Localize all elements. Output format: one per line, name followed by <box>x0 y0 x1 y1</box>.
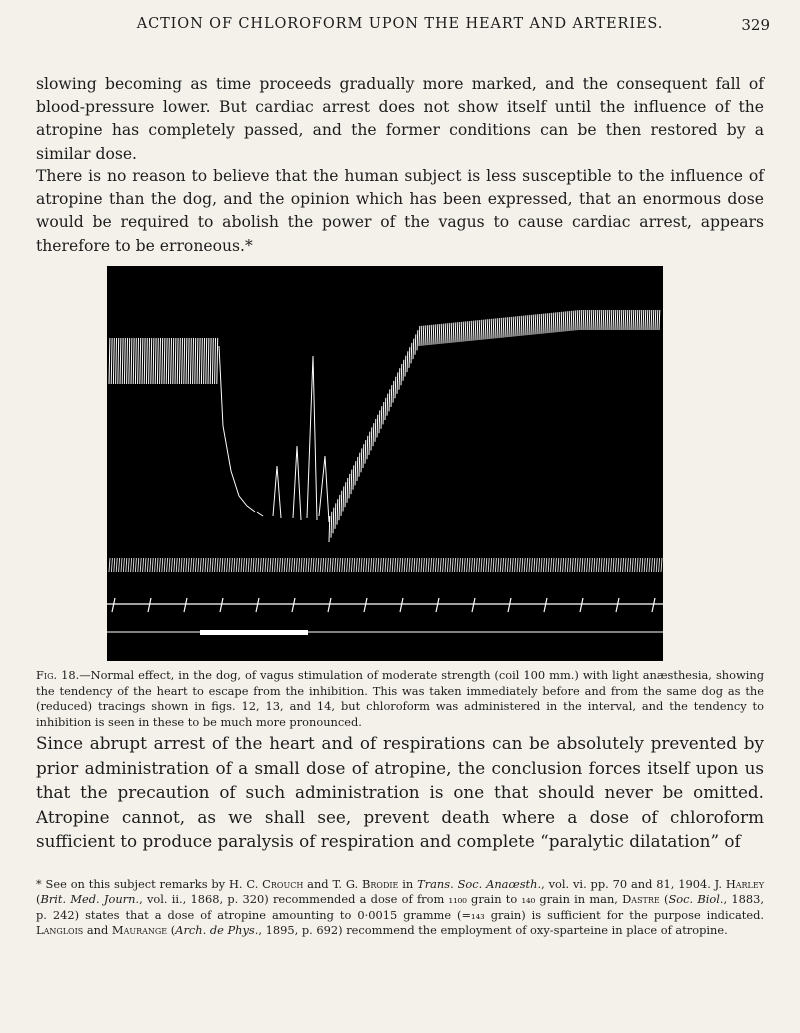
running-head <box>0 16 800 40</box>
figure-caption-text: —Normal effect, in the dog, of vagus stimulation of moderate strength (coil 100 mm.) with light anæsthesia, showing the tendency of the heart to escape from the inhibition. This was taken immediately before and from the same dog as the (reduced) tracings shown in figs. 12, 13, and 14, but chloroform was administered in the interval, and the tendency to inhibition is seen in these to be much more pronounced. <box>36 668 765 729</box>
figure-label: Fig. 18. <box>36 668 80 682</box>
kymograph-tracing-figure <box>107 266 663 661</box>
footnote-text: ( <box>36 892 41 907</box>
footnote-text: , 1895, p. 692) recommend the employment of oxy-sparteine in place of atropine. <box>258 923 728 938</box>
footnote-journal: Soc. Biol. <box>668 892 724 907</box>
paragraph-3: Since abrupt arrest of the heart and of respirations can be absolutely prevented by prior administration of a small dose of atropine, the conclusion forces itself upon us that the precaution of such administration is one that should never be omitted. Atropine cannot, as we shall see, prevent death where a dose of chloroform sufficient to produce paralysis of respiration and complete “paralytic dilatation” of <box>36 733 764 852</box>
footnote-text: ( <box>167 923 176 938</box>
figure-caption <box>36 668 764 730</box>
paragraph-2: There is no reason to believe that the human subject is less susceptible to the influence of atropine than the dog, and the opinion which has been expressed, that an enormous dose would be required to abolish the power of the vagus to cause cardiac arrest, appears therefore to be erroneous.* <box>36 167 764 255</box>
footnote-author: Crouch <box>262 877 304 891</box>
footnote-author: Brodie <box>362 877 399 891</box>
footnote-text: , vol. vi. pp. 70 and 81, 1904. J. <box>541 877 726 891</box>
stimulation-period-mark <box>200 630 308 635</box>
footnote-author: Langlois <box>36 923 84 938</box>
footnote-author: Maurange <box>111 923 168 938</box>
page-number: 329 <box>741 16 770 34</box>
footnote-marker: * <box>36 877 42 891</box>
footnote-text: in <box>398 877 418 891</box>
footnote-author: Harley <box>725 877 764 891</box>
footnote-text: and T. G. <box>303 877 363 891</box>
footnote-text: , 1883, p. 242) states that a dose of atropine amounting to 0·0015 gramme (=₁₄₃ grain) is sufficient for the purpose indicated. <box>36 892 764 922</box>
paragraph-1: slowing becoming as time proceeds gradually more marked, and the consequent fall of blood-pressure lower. But cardiac arrest does not show itself until the influence of the atropine has completely passed, and the former conditions can be then restored by a similar dose. <box>36 75 764 163</box>
footnote-author: Dastre <box>622 892 660 907</box>
footnote-text: ( <box>659 892 669 907</box>
footnote-journal: Trans. Soc. Anaœsth. <box>417 877 542 891</box>
footnote-text: , vol. ii., 1868, p. 320) recommended a dose of from ₁₁₀₀ grain to ₁₄₀ grain in man, <box>139 892 623 907</box>
running-head-title: ACTION OF CHLOROFORM UPON THE HEART AND ARTERIES. <box>136 16 664 32</box>
footnote-journal: Arch. de Phys. <box>175 923 259 938</box>
kymograph-tracing <box>107 266 663 661</box>
footnote-text: and <box>83 923 112 938</box>
footnote-journal: Brit. Med. Journ. <box>40 892 140 907</box>
footnote-text: See on this subject remarks by H. C. <box>41 877 263 891</box>
footnote <box>36 877 764 939</box>
